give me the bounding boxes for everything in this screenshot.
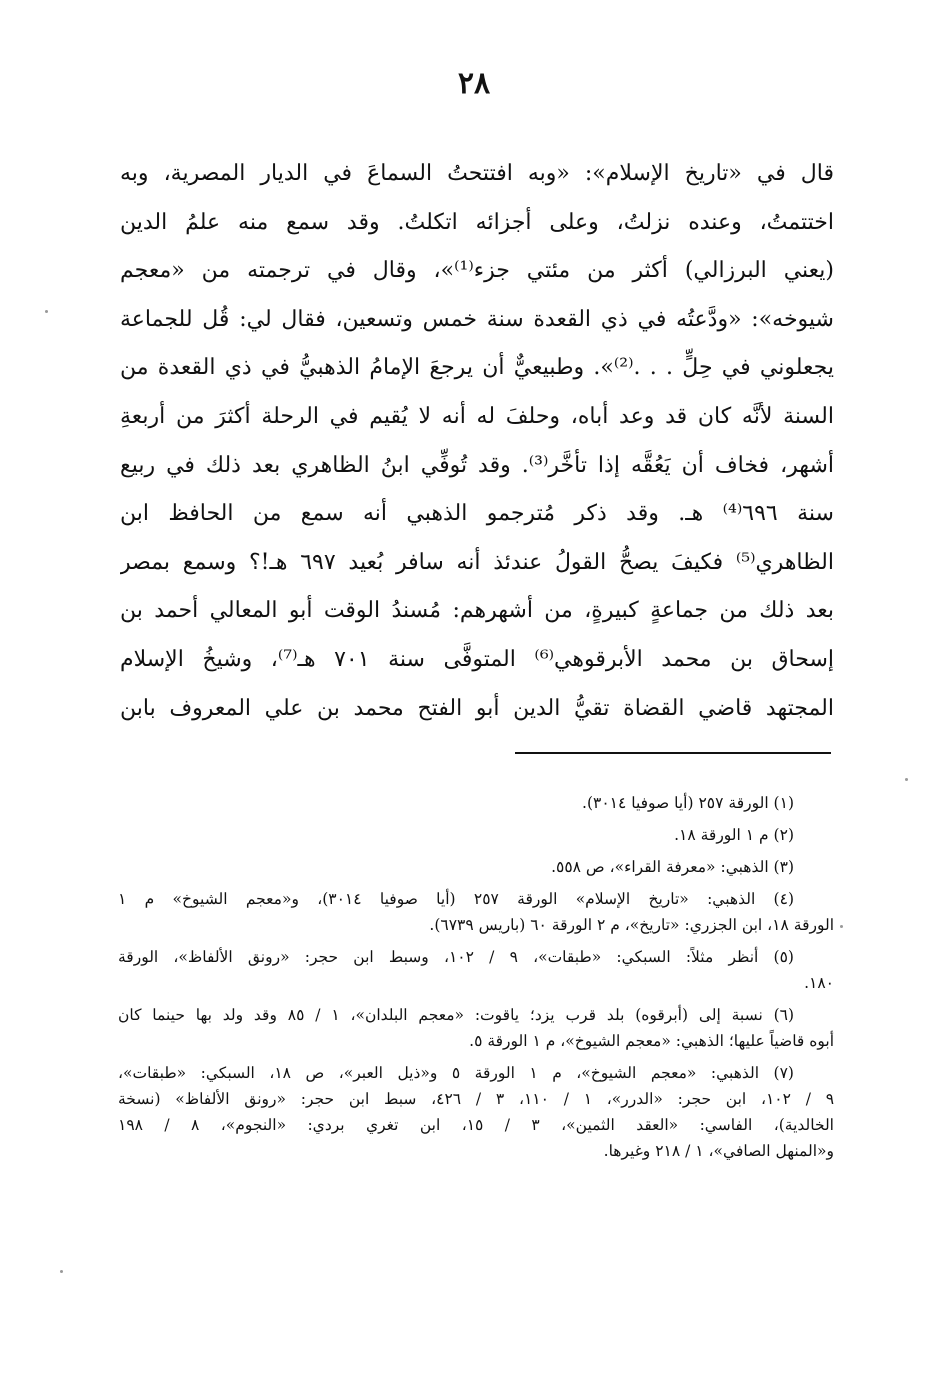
text-line: سنة ٦٩٦⁽⁴⁾ هـ. وقد ذكر مُترجمو الذهبي أنه سمع من الحافظ ابن [120,501,834,527]
footnote-line: ٩ / ١٠٢، ابن حجر: «الدرر»، ١ / ١١٠، ٣ / ٤٢٦، سبط ابن حجر: «رونق الألفاظ» (نسخة [118,1090,834,1108]
footnote-line: (٦) نسبة إلى (أبرقوه) بلد قرب يزد؛ ياقوت: «معجم البلدان»، ١ / ٨٥ وقد ولد بها حينما كان [118,1006,795,1024]
text-line: الظاهري⁽⁵⁾ فكيفَ يصحُّ القولُ عندئذ أنه سافر بُعيد ٦٩٧ هـ!؟ وسمع بمصر [120,549,834,575]
footnote-line: و«المنهل الصافي»، ١ / ٢١٨ وغيرها. [603,1142,834,1160]
text-line: يجعلوني في حِلٍّ . . .⁽²⁾». وطبيعيٌّ أن يرجعَ الإمامُ الذهبيُّ في ذي القعدة من [120,355,834,381]
scan-speck [60,1270,63,1273]
footnote-3 [118,854,834,880]
text-line: المجتهد قاضي القضاة تقيُّ الدين أبو الفتح محمد بن علي المعروف بابن [120,695,834,721]
scan-speck [840,925,843,928]
footnote-line: أبوه قاضياً عليها؛ الذهبي: «معجم الشيوخ»، م ١ الورقة ٥. [469,1032,834,1050]
footnote-2 [118,822,834,848]
footnote-4 [118,886,834,938]
footnotes [118,790,834,1164]
text-line: السنة لأنَّه كان قد وعد أباه، وحلفَ له أنه لا يُقيم في الرحلة أكثرَ من أربعةِ [120,403,834,429]
text-line: إسحاق بن محمد الأبرقوهي⁽⁶⁾ المتوفَّى سنة ٧٠١ هـ⁽⁷⁾، وشيخُ الإسلام [120,646,834,672]
footnote-5 [118,944,834,996]
page-number: ٢٨ [457,66,491,101]
footnote-line: ١٨٠. [804,974,834,992]
scan-speck [45,310,48,313]
scan-speck [905,778,908,781]
footnote-line: (٤) الذهبي: «تاريخ الإسلام» الورقة ٢٥٧ (أيا صوفيا ٣٠١٤)، و«معجم الشيوخ» م ١ [118,890,794,908]
text-line: بعد ذلك من جماعةٍ كبيرةٍ، من أشهرهم: مُسندُ الوقت أبو المعالي أحمد بن [120,598,834,624]
footnote-line: الخالدية)، الفاسي: «العقد الثمين»، ٣ / ١٥، ابن تغري بردي: «النجوم»، ٨ / ١٩٨ [118,1116,834,1134]
text-line: قال في «تاريخ الإسلام»: «وبه افتتحتُ السماعَ في الديار المصرية، وبه [120,161,834,186]
text-line: اختتمتُ، وعنده نزلتُ، وعلى أجزائه اتكلتُ. وقد سمع منه علمُ الدين [120,209,834,235]
footnote-line: (٧) الذهبي: «معجم الشيوخ»، م ١ الورقة ٥ و«ذيل العبر»، ص ١٨، السبكي: «طبقات»، [118,1064,794,1082]
footnote-line: الورقة ١٨، ابن الجزري: «تاريخ»، م ٢ الورقة ٦٠ (باريس ٦٧٣٩). [429,916,834,934]
footnote-separator [515,752,831,754]
text-line: (يعني البرزالي) أكثر من مئتي جزء⁽¹⁾»، وقال في ترجمته من «معجم [120,258,834,284]
text-line: أشهر، فخاف أن يَعُقَّه إذا تأخَّر⁽³⁾. وقد تُوفِّي ابنُ الظاهري بعد ذلك في ربيع [120,452,834,478]
footnote-line: (١) الورقة ٢٥٧ (أيا صوفيا ٣٠١٤). [582,794,794,812]
footnote-7 [118,1060,834,1164]
footnote-line: (٥) أنظر مثلاً: السبكي: «طبقات»، ٩ / ١٠٢، وسبط ابن حجر: «رونق الألفاظ»، الورقة [118,948,794,966]
footnote-line: (٢) م ١ الورقة ١٨. [674,826,794,844]
footnote-line: (٣) الذهبي: «معرفة القراء»، ص ٥٥٨. [551,858,794,876]
footnote-6 [118,1002,834,1054]
text-line: شيوخه»: «ودَّعتُه في ذي القعدة سنة خمس وتسعين، فقال لي: قُل للجماعة [120,306,834,332]
footnote-1 [118,790,834,816]
main-text [120,150,834,733]
